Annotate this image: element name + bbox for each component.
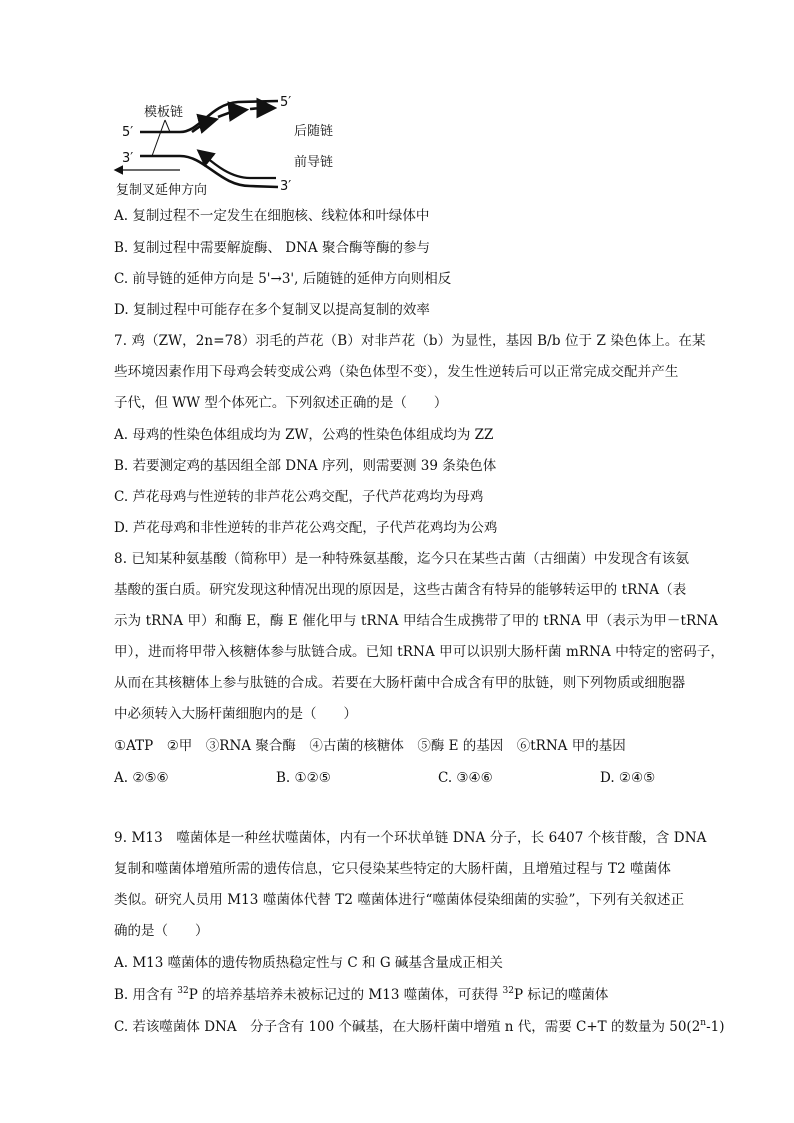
q7-option-b: B. 若要测定鸡的基因组全部 DNA 序列，则需要测 39 条染色体	[114, 458, 497, 474]
bottom-right-end-label: 3′	[280, 179, 292, 194]
q8-stem-line-4: 甲），进而将甲带入核糖体参与肽链合成。已知 tRNA 甲可以识别大肠杆菌 mRNA 中特定的密码子，	[114, 644, 725, 660]
lagging-fragment-2	[218, 110, 244, 117]
lagging-fragment-3	[250, 108, 272, 109]
q8-stem-line-1: 8. 已知某种氨基酸（简称甲）是一种特殊氨基酸，迄今只在某些古菌（古细菌）中发现含有该氨	[114, 551, 690, 567]
q9-option-b	[114, 985, 608, 1005]
q7-option-a: A. 母鸡的性染色体组成均为 ZW，公鸡的性染色体组成均为 ZZ	[114, 427, 494, 443]
q7-option-c: C. 芦花母鸡与性逆转的非芦花公鸡交配，子代芦花鸡均为母鸡	[114, 489, 484, 505]
leading-strand	[200, 152, 276, 178]
leading-strand-label: 前导链	[294, 155, 334, 170]
q9-option-c-post: -1)	[706, 1019, 725, 1035]
q7-stem-line-3: 子代，但 WW 型个体死亡。下列叙述正确的是（ ）	[114, 395, 448, 411]
fork-direction-label: 复制叉延伸方向	[116, 183, 208, 198]
q8-stem-line-6: 中必须转入大肠杆菌细胞内的是（ ）	[114, 706, 357, 722]
q8-stem-line-3: 示为 tRNA 甲）和酶 E，酶 E 催化甲与 tRNA 甲结合生成携带了甲的 tRNA 甲（表示为甲－tRNA	[114, 613, 719, 629]
q9-option-c-pre: C. 若该噬菌体 DNA 分子含有 100 个碱基，在大肠杆菌中增殖 n 代，需要 C+T 的数量为 50(2	[114, 1019, 701, 1035]
q9-option-b-sup-1: 32	[177, 986, 189, 996]
top-left-end-label: 5′	[122, 125, 134, 140]
bottom-left-end-label: 3′	[122, 151, 134, 166]
q7-stem-line-1: 7. 鸡（ZW，2n=78）羽毛的芦花（B）对非芦花（b）为显性，基因 B/b 位于 Z 染色体上。在某	[114, 333, 706, 349]
q9-stem-line-2: 复制和噬菌体增殖所需的遗传信息，它只侵染某些特定的大肠杆菌，且增殖过程与 T2 噬菌体	[114, 861, 671, 877]
q9-option-b-pre: B. 用含有	[114, 987, 178, 1003]
q8-items: ①ATP ②甲 ③RNA 聚合酶 ④古菌的核糖体 ⑤酶 E 的基因 ⑥tRNA 甲的基因	[114, 738, 626, 754]
q8-stem-line-2: 基酸的蛋白质。研究发现这种情况出现的原因是，这些古菌含有特异的能够转运甲的 tRNA（表	[114, 582, 687, 598]
template-pointer-1	[152, 120, 165, 156]
template-strand-label: 模板链	[144, 105, 184, 120]
q6-option-a: A. 复制过程不一定发生在细胞核、线粒体和叶绿体中	[114, 208, 430, 224]
lagging-strand-label: 后随链	[294, 124, 334, 139]
q9-option-b-post: P 标记的噬菌体	[513, 987, 609, 1003]
q6-option-d: D. 复制过程中可能存在多个复制叉以提高复制的效率	[114, 302, 430, 318]
q7-option-d: D. 芦花母鸡和非性逆转的非芦花公鸡交配，子代芦花鸡均为公鸡	[114, 520, 498, 536]
top-right-end-label: 5′	[280, 95, 292, 110]
q9-option-b-sup-2: 32	[502, 986, 514, 996]
replication-fork-diagram	[110, 90, 350, 202]
q9-stem-line-1: 9. M13 噬菌体是一种丝状噬菌体，内有一个环状单链 DNA 分子，长 6407 个核苷酸，含 DNA	[114, 830, 707, 846]
q6-option-c: C. 前导链的延伸方向是 5'→3', 后随链的延伸方向则相反	[114, 271, 452, 287]
q8-option-b: B. ①②⑤	[276, 770, 331, 786]
template-pointer-2	[165, 120, 170, 132]
q6-option-b: B. 复制过程中需要解旋酶、 DNA 聚合酶等酶的参与	[114, 240, 430, 256]
q8-option-a: A. ②⑤⑥	[114, 770, 169, 786]
q9-stem-line-3: 类似。研究人员用 M13 噬菌体代替 T2 噬菌体进行“噬菌体侵染细菌的实验”，下列有关叙述正	[114, 892, 685, 908]
q9-option-c	[114, 1017, 725, 1037]
q9-option-b-mid: P 的培养基培养未被标记过的 M13 噬菌体，可获得	[188, 987, 503, 1003]
q8-option-c: C. ③④⑥	[438, 770, 493, 786]
q9-option-a: A. M13 噬菌体的遗传物质热稳定性与 C 和 G 碱基含量成正相关	[114, 955, 503, 971]
q9-option-c-sup: n	[700, 1018, 707, 1028]
q8-stem-line-5: 从而在其核糖体上参与肽链的合成。若要在大肠杆菌中合成含有甲的肽链，则下列物质或细胞器	[114, 675, 686, 691]
q8-option-d: D. ②④⑤	[600, 770, 656, 786]
q9-stem-line-4: 确的是（ ）	[114, 923, 209, 939]
q7-stem-line-2: 些环境因素作用下母鸡会转变成公鸡（染色体型不变），发生性逆转后可以正常完成交配并产生	[114, 364, 679, 380]
